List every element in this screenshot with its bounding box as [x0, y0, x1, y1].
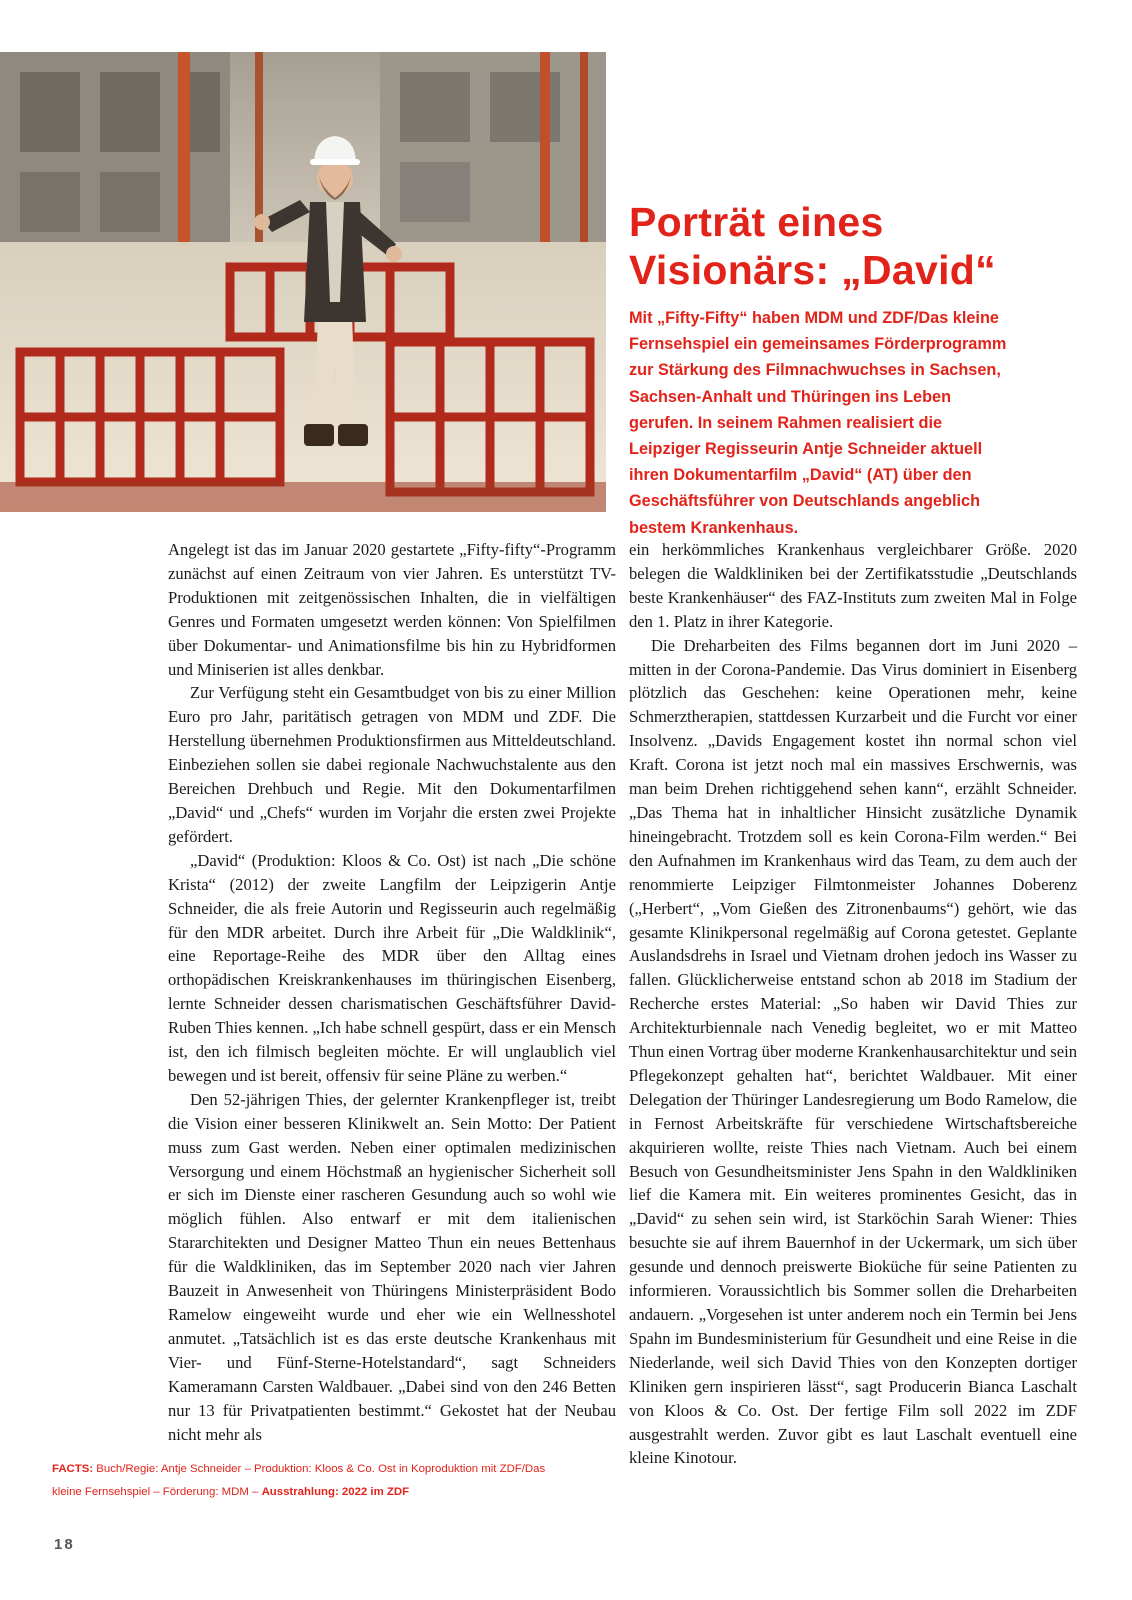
body-paragraph: ein herkömmliches Krankenhaus vergleichbarer Größe. 2020 belegen die Waldkliniken bei der Zertifikatsstudie „Deutschlands beste Krankenhäuser“ des FAZ-Instituts zum zweiten Mal in Folge den 1. Platz in ihrer Kategorie. — [629, 540, 1077, 631]
construction-site-image — [0, 52, 606, 512]
body-paragraph: Die Dreharbeiten des Films begannen dort im Juni 2020 – mitten in der Corona-Pandemie. Das Virus dominiert in Eisenberg plötzlich das Geschehen: keine Operationen mehr, keine Schmerztherapien, stattdessen Kurzarbeit und die Furcht vor einer Insolvenz. „Davids Engagement kostet ihn normal schon viel Kraft. Corona ist jetzt noch mal ein massives Erschwernis, was man beim Drehen richtiggehend sehen kann“, erzählt Schneider. „Das Thema hat in inhaltlicher Hinsicht zusätzliche Dynamik hineingebracht. Trotzdem soll es kein Corona-Film werden.“ Bei den Aufnahmen im Krankenhaus wird das Team, zu dem auch der renommierte Leipziger Filmtonmeister Johannes Doberenz („Herbert“, „Vom Gießen des Zitronenbaums“) gehört, wie das gesamte Klinikpersonal regelmäßig auf Corona getestet. Geplante Auslandsdrehs in Israel und Vietnam drohen jedoch ins Wasser zu fallen. Glücklicherweise entstand schon ab 2018 im Stadium der Recherche erstes Material: „So haben wir David Thies zur Architekturbiennale nach Venedig begleitet, wo er mit Matteo Thun einen Vortrag über moderne Krankenhausarchitektur und sein Pflegekonzept gehalten hat“, berichtet Waldbauer. Mit einer Delegation der Thüringer Landesregierung um Bodo Ramelow, die in Fernost Arbeitskräfte für verschiedene Wirtschaftsbereiche akquirieren wollte, reiste Thies nach Vietnam. Auch bei einem Besuch von Gesundheitsminister Jens Spahn in den Waldkliniken lief die Kamera mit. Ein weiteres prominentes Gesicht, das in „David“ zu sehen sein wird, ist Starköchin Sarah Wiener: Thies besuchte sie auf ihrem Bauernhof in der Uckermark, um sich über gesunde und dennoch preiswerte Bioküche für seine Patienten zu informieren. Voraussichtlich bis Sommer sollen die Dreharbeiten andauern. „Vorgesehen ist unter anderem noch ein Termin bei Jens Spahn im Bundesministerium für Gesundheit und eine Reise in die Niederlande, weil sich David Thies von den Konzepten dortiger Kliniken gern inspirieren lässt“, sagt Producerin Bianca Laschalt von Kloos & Co. Ost. Der fertige Film soll 2022 im ZDF ausgestrahlt werden. Zuvor gibt es laut Laschalt eventuell eine kleine Kinotour. — [629, 635, 1077, 1468]
body-column-left — [168, 538, 616, 1446]
body-column-right — [629, 538, 1077, 1470]
article-photo — [0, 52, 606, 512]
body-paragraph: Angelegt ist das im Januar 2020 gestartete „Fifty-fifty“-Programm zunächst auf einen Zeitraum von vier Jahren. Es unterstützt TV-Produktionen mit zeitgenössischen Inhalten, die in vielfältigen Genres und Formaten umgesetzt werden können: Von Spielfilmen über Dokumentar- und Animationsfilme bis hin zu Hybridformen und Miniserien ist alles denkbar. — [168, 540, 616, 679]
page-number: 18 — [54, 1536, 75, 1553]
article-lead: Mit „Fifty-Fifty“ haben MDM und ZDF/Das kleine Fernsehspiel ein gemeinsames Förderprogramm zur Stärkung des Filmnachwuchses in Sachsen, Sachsen-Anhalt und Thüringen ins Leben gerufen. In seinem Rahmen realisiert die Leipziger Regisseurin Antje Schneider aktuell ihren Dokumentarfilm „David“ (AT) über den Geschäftsführer von Deutschlands angeblich bestem Krankenhaus. — [629, 309, 1007, 537]
facts-highlight: Ausstrahlung: 2022 im ZDF — [261, 1486, 410, 1498]
facts-box — [52, 1458, 552, 1504]
body-paragraph: Zur Verfügung steht ein Gesamtbudget von bis zu einer Million Euro pro Jahr, paritätisch getragen von MDM und ZDF. Die Herstellung übernehmen Produktionsfirmen aus Mitteldeutschland. Einbeziehen sollen sie dabei regionale Nachwuchstalente aus den Bereichen Drehbuch und Regie. Mit den Dokumentarfilmen „David“ und „Chefs“ wurden im Vorjahr die ersten zwei Projekte gefördert. — [168, 683, 616, 846]
facts-label: FACTS: — [52, 1463, 94, 1475]
article-headline: Porträt eines Visionärs: „David“ — [629, 199, 996, 293]
body-paragraph: Den 52-jährigen Thies, der gelernter Krankenpfleger ist, treibt die Vision einer besseren Klinikwelt an. Sein Motto: Der Patient muss zum Gast werden. Neben einer optimalen medizinischen Versorgung und einem Höchstmaß an hygienischer Sicherheit soll er sich im Dienste einer rascheren Gesundung auch so wohl wie möglich fühlen. Also entwarf er mit dem italienischen Stararchitekten und Designer Matteo Thun ein neues Bettenhaus für die Waldkliniken, das im September 2020 nach vier Jahren Bauzeit in Anwesenheit von Thüringens Ministerpräsident Bodo Ramelow eingeweiht wurde und eher wie ein Wellnesshotel anmutet. „Tatsächlich ist es das erste deutsche Krankenhaus mit Vier- und Fünf-Sterne-Hotelstandard“, sagt Schneiders Kameramann Carsten Waldbauer. „Dabei sind von den 246 Betten nur 13 für Privatpatienten bestimmt.“ Gekostet hat der Neubau nicht mehr als — [168, 1089, 616, 1444]
facts-text: Buch/Regie: Antje Schneider – Produktion: Kloos & Co. Ost in Koproduktion mit ZDF/Das kleine Fernsehspiel – Förderung: MDM – — [52, 1463, 546, 1498]
body-paragraph: „David“ (Produktion: Kloos & Co. Ost) ist nach „Die schöne Krista“ (2012) der zweite Langfilm der Leipzigerin Antje Schneider, die als freie Autorin und Regisseurin auch regelmäßig für den MDR arbeitet. Durch ihre Arbeit für „Die Waldklinik“, eine Reportage-Reihe des MDR über den Alltag eines orthopädischen Kreiskrankenhauses im thüringischen Eisenberg, lernte Schneider dessen charismatischen Geschäftsführer David-Ruben Thies kennen. „Ich habe schnell gespürt, dass er ein Mensch ist, den ich filmisch begleiten möchte. Er will unglaublich viel bewegen und ist bereit, offensiv für seine Pläne zu werben.“ — [168, 850, 616, 1085]
